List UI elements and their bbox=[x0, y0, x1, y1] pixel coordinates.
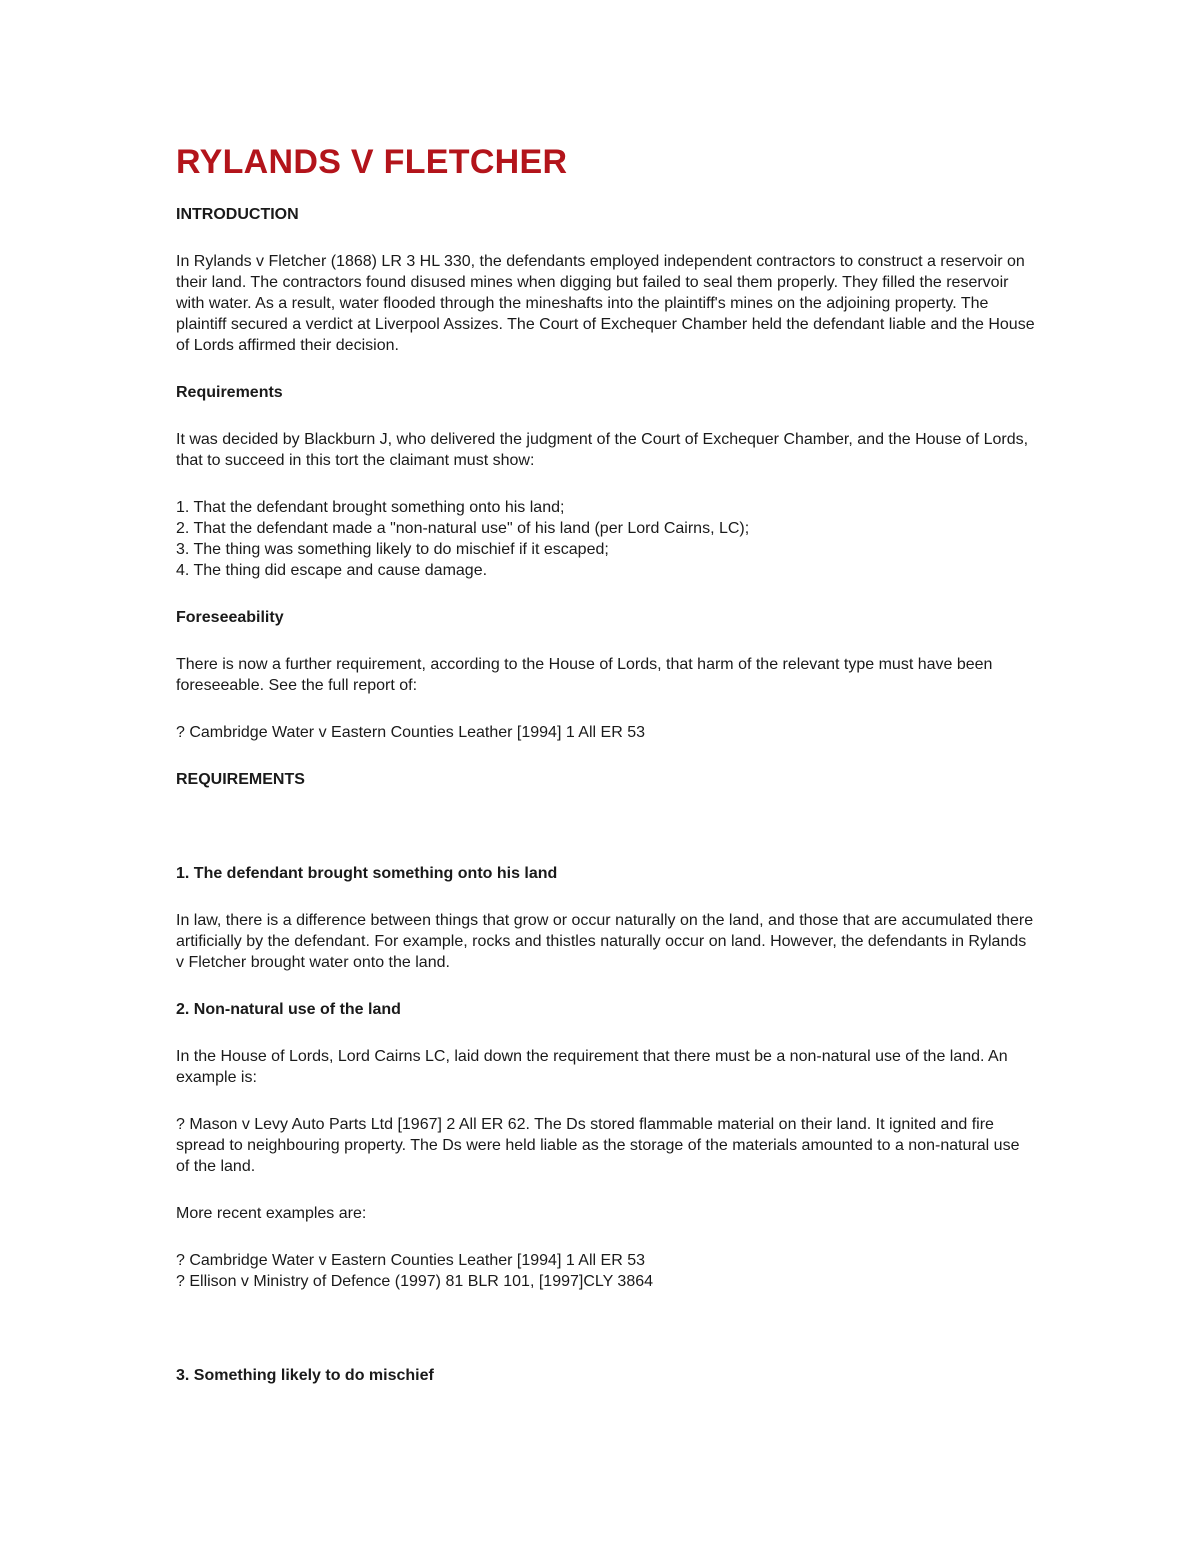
req2-recent-list bbox=[176, 1250, 1036, 1292]
requirements-upper-heading: REQUIREMENTS bbox=[176, 771, 305, 788]
req3-heading: 3. Something likely to do mischief bbox=[176, 1367, 434, 1384]
list-item: ? Ellison v Ministry of Defence (1997) 81 BLR 101, [1997]CLY 3864 bbox=[176, 1273, 654, 1290]
document-title: RYLANDS V FLETCHER bbox=[176, 143, 568, 181]
requirements-heading: Requirements bbox=[176, 384, 283, 401]
introduction-heading: INTRODUCTION bbox=[176, 206, 299, 223]
req2-recent-label: More recent examples are: bbox=[176, 1205, 367, 1222]
requirements-text: It was decided by Blackburn J, who delivered the judgment of the Court of Exchequer Chamber, and the House of Lords, that to succeed in this tort the claimant must show: bbox=[176, 431, 1029, 469]
list-item: 4. The thing did escape and cause damage. bbox=[176, 562, 488, 579]
list-item: 3. The thing was something likely to do mischief if it escaped; bbox=[176, 541, 609, 558]
list-item: 2. That the defendant made a "non-natural use" of his land (per Lord Cairns, LC); bbox=[176, 520, 750, 537]
introduction-text: In Rylands v Fletcher (1868) LR 3 HL 330, the defendants employed independent contractors to construct a reservoir on their land. The contractors found disused mines when digging but failed to seal them properly. They filled the reservoir with water. As a result, water flooded through the mineshafts into the plaintiff's mines on the adjoining property. The plaintiff secured a verdict at Liverpool Assizes. The Court of Exchequer Chamber held the defendant liable and the House of Lords affirmed their decision. bbox=[176, 253, 1035, 354]
req1-heading: 1. The defendant brought something onto his land bbox=[176, 865, 558, 882]
req2-text: In the House of Lords, Lord Cairns LC, laid down the requirement that there must be a non-natural use of the land. An example is: bbox=[176, 1048, 1008, 1086]
spacer bbox=[176, 816, 1036, 863]
req2-heading: 2. Non-natural use of the land bbox=[176, 1001, 401, 1018]
req2-case: ? Mason v Levy Auto Parts Ltd [1967] 2 All ER 62. The Ds stored flammable material on their land. It ignited and fire spread to neighbouring property. The Ds were held liable as the storage of the materials amounted to a non-natural use of the land. bbox=[176, 1116, 1020, 1175]
foreseeability-heading: Foreseeability bbox=[176, 609, 284, 626]
foreseeability-text: There is now a further requirement, according to the House of Lords, that harm of the relevant type must have been foreseeable. See the full report of: bbox=[176, 656, 993, 694]
requirements-list bbox=[176, 497, 1036, 581]
foreseeability-case: ? Cambridge Water v Eastern Counties Leather [1994] 1 All ER 53 bbox=[176, 724, 645, 741]
req1-text: In law, there is a difference between things that grow or occur naturally on the land, and those that are accumulated there artificially by the defendant. For example, rocks and thistles naturally occur on land. However, the defendants in Rylands v Fletcher brought water onto the land. bbox=[176, 912, 1034, 971]
spacer bbox=[176, 1318, 1036, 1365]
list-item: ? Cambridge Water v Eastern Counties Leather [1994] 1 All ER 53 bbox=[176, 1252, 645, 1269]
list-item: 1. That the defendant brought something onto his land; bbox=[176, 499, 565, 516]
document-page bbox=[176, 140, 1036, 1412]
